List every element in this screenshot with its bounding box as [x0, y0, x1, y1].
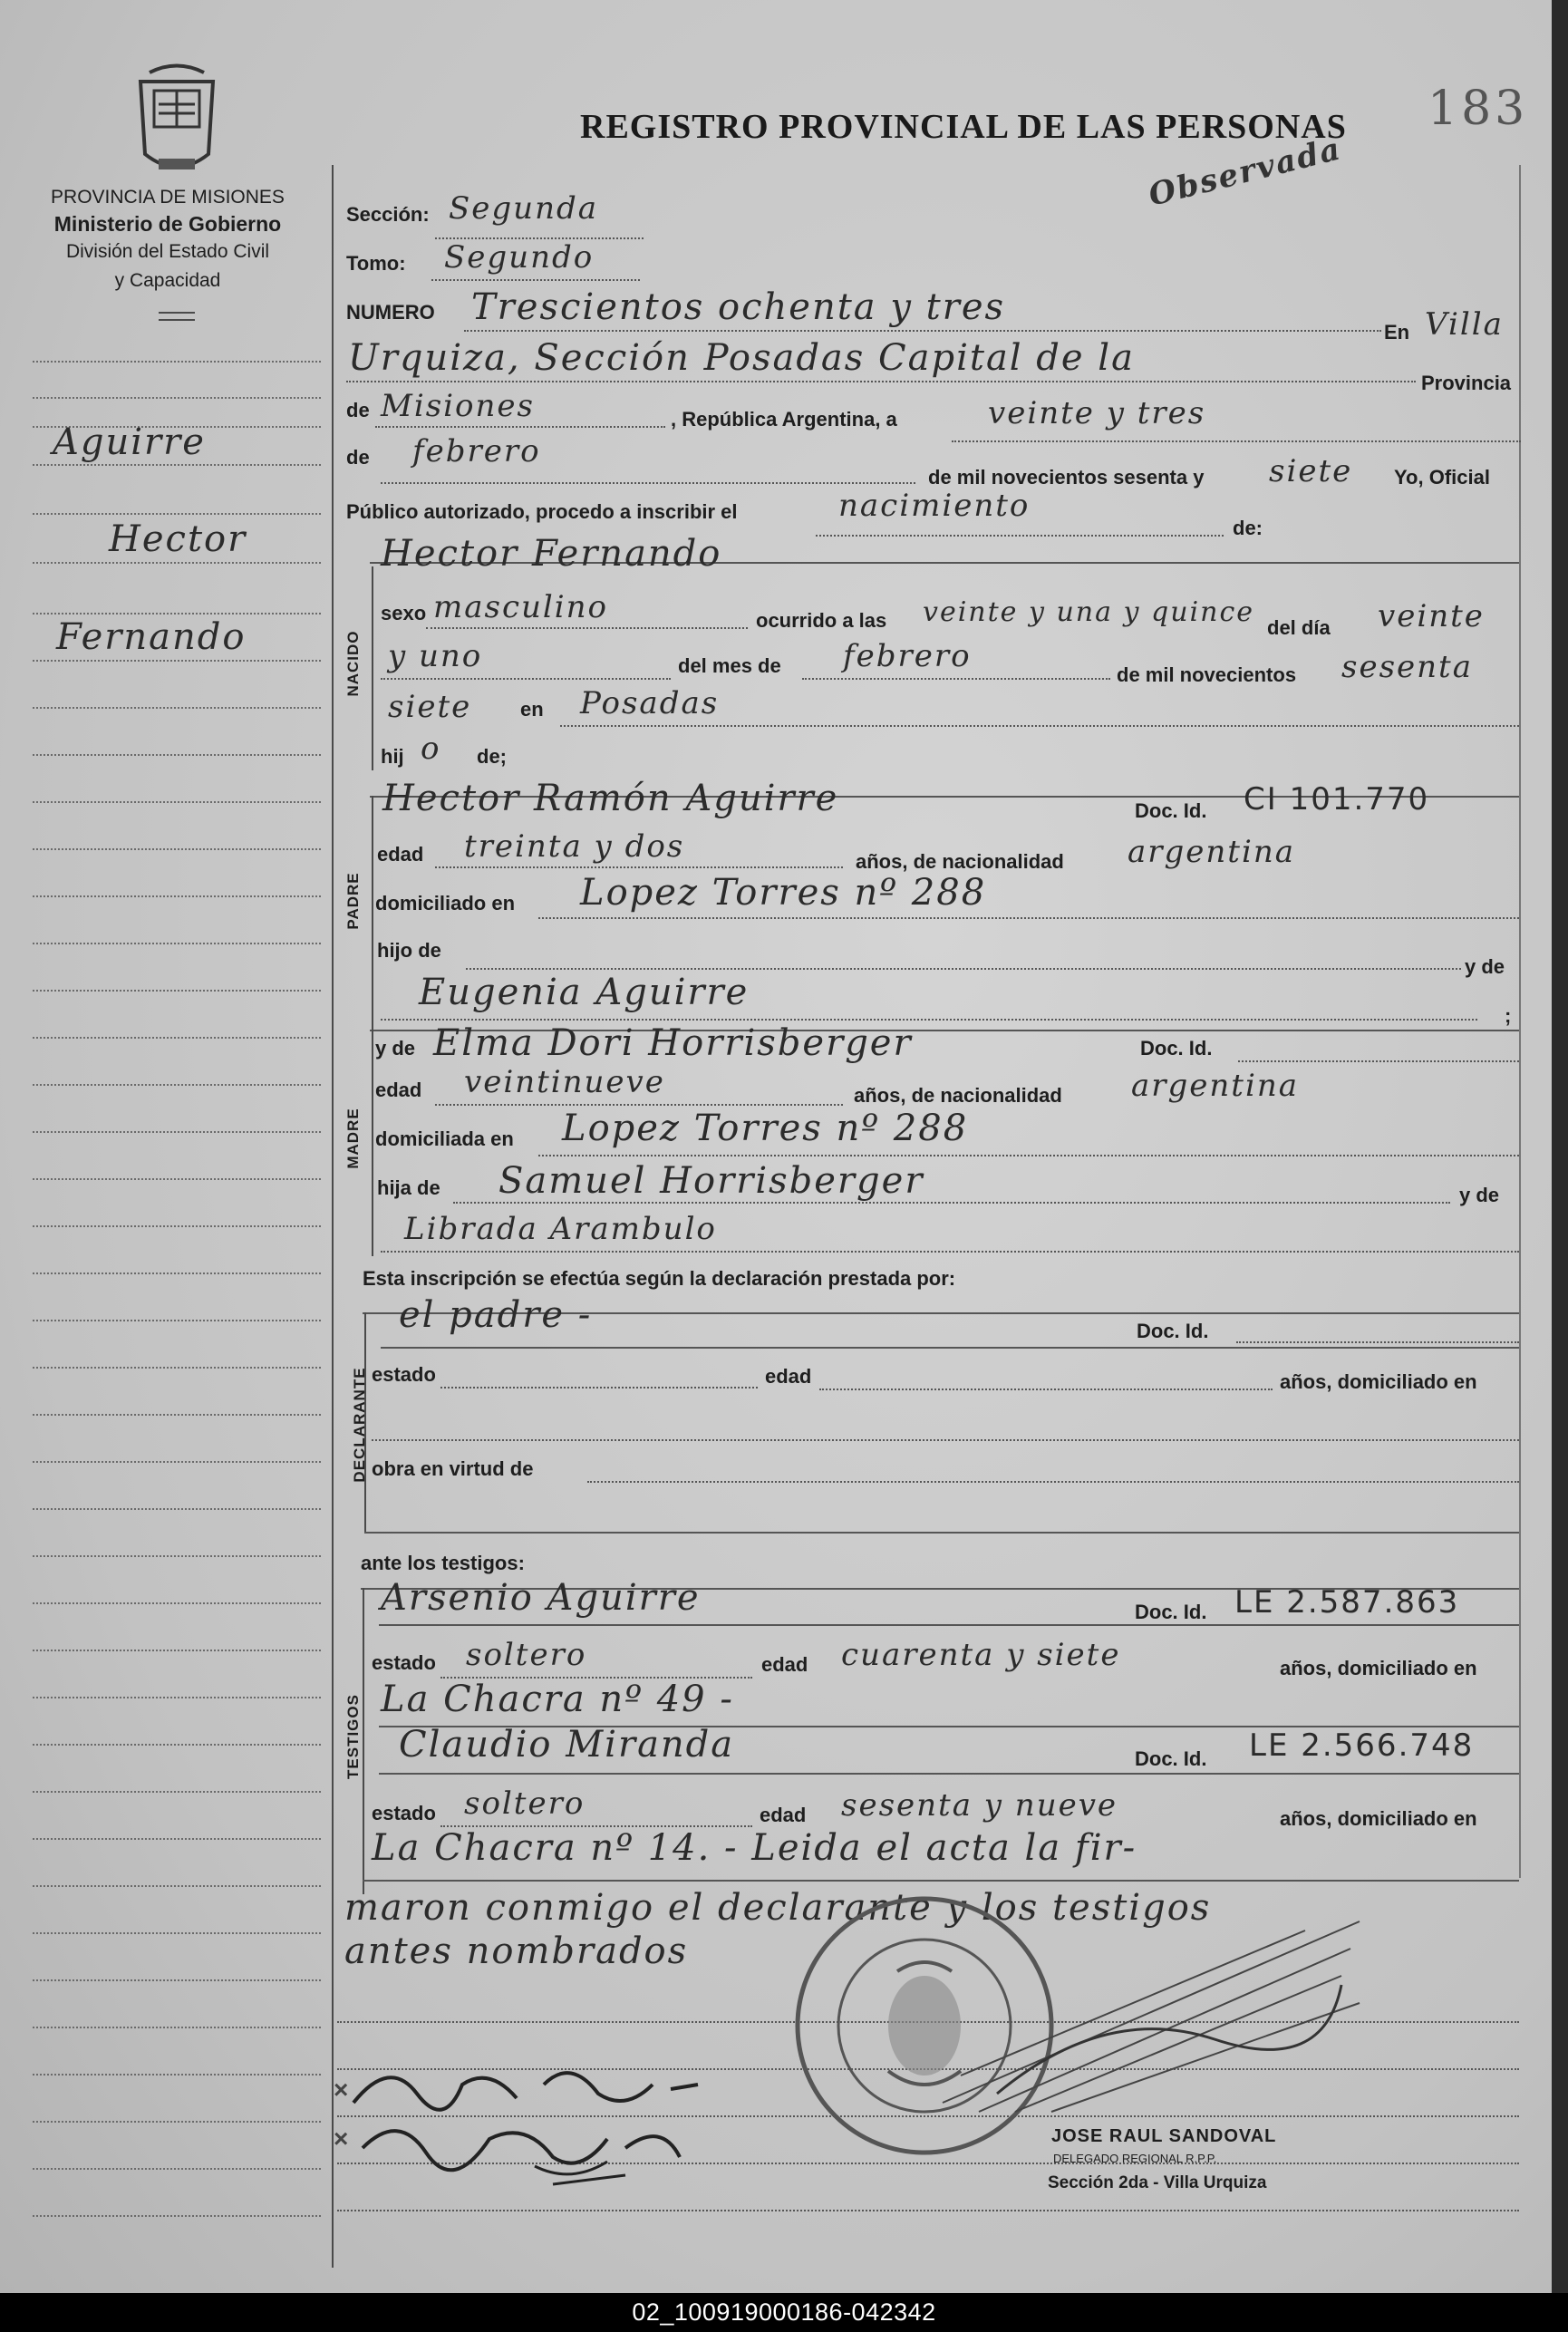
declarante-doc-label: Doc. Id. [1137, 1320, 1209, 1342]
declarante-intro: Esta inscripción se efectúa según la declaración prestada por: [363, 1267, 956, 1290]
madre-yde2-label: y de [1459, 1184, 1500, 1206]
margin-line [33, 990, 321, 992]
day-value-a: veinte [1378, 598, 1485, 634]
madre-parent2-line [381, 1251, 1519, 1253]
margin-line [33, 1979, 321, 1981]
margin-line [33, 1508, 321, 1510]
madre-domicilio-label: domiciliada en [375, 1127, 514, 1150]
madre-section-label: MADRE [344, 1108, 362, 1169]
margin-line [33, 660, 321, 662]
margin-line [33, 1037, 321, 1039]
margin-line [33, 848, 321, 850]
officer-name: JOSE RAUL SANDOVAL [1051, 2126, 1277, 2146]
tomo-label: Tomo: [346, 252, 406, 275]
closing-line-1: maron conmigo el declarante y los testigos [344, 1887, 1212, 1929]
declarante-edad-line [819, 1389, 1273, 1390]
signature-mark-x: × [334, 2076, 349, 2104]
padre-doc-value: CI 101.770 [1244, 781, 1430, 818]
witness-signatures [335, 2048, 807, 2193]
observed-annotation: Observada [1145, 131, 1346, 214]
padre-bracket [372, 796, 373, 1030]
signature-mark-x-2: × [334, 2124, 349, 2153]
madre-doc-line [1238, 1060, 1519, 1062]
nacido-bracket [372, 566, 373, 770]
margin-line [33, 613, 321, 614]
padre-hijo-label: hijo de [377, 939, 441, 962]
de2-label: de [346, 446, 370, 469]
testigos-section-label: TESTIGOS [344, 1694, 362, 1779]
t2-edad-label: edad [760, 1804, 807, 1826]
testigos-bracket [363, 1588, 364, 1894]
margin-line [33, 2027, 321, 2028]
nacido-month: febrero [843, 638, 972, 674]
nacido-month-line [802, 678, 1110, 680]
margin-line [33, 707, 321, 709]
madre-hija-label: hija de [377, 1176, 440, 1199]
margin-line [33, 1885, 321, 1887]
t2-anios-label: años, domiciliado en [1280, 1807, 1477, 1830]
declarante-doc-line [1236, 1341, 1519, 1343]
madre-edad-label: edad [375, 1079, 422, 1101]
madre-bracket [372, 1030, 373, 1256]
padre-doc-label: Doc. Id. [1135, 799, 1207, 822]
margin-surname: Aguirre [53, 421, 206, 463]
padre-section-label: PADRE [344, 872, 362, 930]
margin-line [33, 397, 321, 399]
t2-estado-label: estado [372, 1802, 436, 1824]
image-id-text: 02_100919000186-042342 [632, 2298, 936, 2326]
publico-label: Público autorizado, procedo a inscribir el [346, 500, 738, 523]
testigos-intro: ante los testigos: [361, 1552, 525, 1574]
padre-edad-line [435, 866, 843, 868]
closing-line-2: antes nombrados [344, 1930, 689, 1972]
mil-label: de mil novecientos [1117, 663, 1297, 686]
declarante-estado-label: estado [372, 1363, 436, 1386]
agency-divider [159, 312, 195, 314]
nacido-place: Posadas [580, 685, 720, 721]
margin-name-1: Hector [109, 518, 247, 560]
day-line [381, 678, 671, 680]
numero-value: Trescientos ochenta y tres [471, 286, 1006, 328]
padre-parent2-line [381, 1019, 1477, 1021]
declarante-bottom-rule [364, 1532, 1519, 1534]
sexo-line [426, 627, 748, 629]
acta-type: nacimiento [838, 488, 1031, 524]
numero-line [464, 330, 1381, 332]
margin-line [33, 1272, 321, 1274]
date-day-line [952, 440, 1521, 442]
madre-doc-label: Doc. Id. [1140, 1037, 1213, 1060]
t1-domicilio: La Chacra nº 49 - [381, 1679, 734, 1720]
en-label: En [1384, 321, 1410, 344]
t1-doc: LE 2.587.863 [1234, 1584, 1460, 1621]
year-value: siete [1269, 453, 1353, 489]
year-label: de mil novecientos sesenta y [928, 466, 1205, 489]
acta-type-line [816, 535, 1224, 537]
madre-parent1-line [453, 1202, 1450, 1204]
margin-line [33, 1225, 321, 1227]
agency-ministry: Ministerio de Gobierno [53, 212, 282, 236]
de-label: de [346, 399, 370, 421]
t1-anios-label: años, domiciliado en [1280, 1657, 1477, 1679]
padre-nationality: argentina [1128, 834, 1296, 870]
main-frame-right [1519, 165, 1521, 1878]
officer-signature-scribble [924, 1894, 1378, 2130]
margin-line [33, 464, 321, 466]
hij-de-label: de; [477, 745, 507, 768]
t2-name-rule [379, 1773, 1519, 1775]
t2-doc: LE 2.566.748 [1249, 1727, 1475, 1764]
republica-label: , República Argentina, a [671, 408, 897, 431]
t2-name: Claudio Miranda [399, 1724, 735, 1766]
margin-line [33, 1084, 321, 1086]
t1-name: Arsenio Aguirre [381, 1577, 701, 1619]
padre-parent2: Eugenia Aguirre [419, 972, 750, 1013]
place-line [346, 381, 1416, 382]
agency-capacidad: y Capacidad [114, 270, 221, 291]
declarante-obra-label: obra en virtud de [372, 1457, 534, 1480]
t2-doc-label: Doc. Id. [1135, 1747, 1207, 1770]
padre-name: Hector Ramón Aguirre [382, 778, 839, 819]
t1-name-rule [379, 1624, 1519, 1626]
sexo-label: sexo [381, 602, 427, 624]
margin-line [33, 1320, 321, 1321]
seccion-value: Segunda [449, 190, 599, 227]
del-dia-label: del día [1267, 616, 1331, 639]
madre-parent2: Librada Arambulo [404, 1211, 717, 1247]
margin-line [33, 513, 321, 515]
margin-line [33, 1131, 321, 1133]
madre-yde-label: y de [375, 1037, 416, 1060]
margin-line [33, 1178, 321, 1180]
madre-anios-label: años, de nacionalidad [854, 1084, 1062, 1107]
seccion-label: Sección: [346, 203, 430, 226]
declarante-rule-2 [381, 1347, 1519, 1349]
tomo-line [431, 279, 640, 281]
agency-division: División del Estado Civil [65, 241, 270, 262]
date-month-line [381, 482, 915, 484]
padre-anios-label: años, de nacionalidad [856, 850, 1064, 873]
margin-line [33, 1932, 321, 1934]
ocurrido-label: ocurrido a las [756, 609, 887, 632]
t2-estado: soltero [464, 1785, 586, 1822]
declarante-estado-line [440, 1387, 758, 1389]
madre-domicilio-value: Lopez Torres nº 288 [562, 1108, 969, 1149]
padre-edad-value: treinta y dos [464, 828, 685, 865]
province-value: Misiones [381, 388, 535, 424]
margin-line [33, 1414, 321, 1416]
agency-province: PROVINCIA DE MISIONES [51, 187, 285, 208]
officer-section: Sección 2da - Villa Urquiza [1048, 2173, 1267, 2192]
t2-edad: sesenta y nueve [841, 1787, 1118, 1824]
padre-semicolon: ; [1505, 1004, 1512, 1027]
madre-nationality: argentina [1131, 1068, 1300, 1104]
hij-label: hij [381, 745, 404, 768]
provincia-label: Provincia [1421, 372, 1512, 394]
year-value-a: sesenta [1341, 649, 1473, 685]
sexo-value: masculino [433, 589, 609, 625]
tomo-value: Segundo [444, 239, 595, 276]
page-number: 183 [1428, 82, 1529, 136]
margin-line [33, 1744, 321, 1746]
padre-hijo-line [466, 968, 1461, 970]
nacido-place-line [560, 725, 1519, 727]
province-line [375, 426, 665, 428]
mes-label: del mes de [678, 654, 781, 677]
margin-line [33, 2121, 321, 2123]
t1-estado: soltero [466, 1637, 587, 1673]
margin-line [33, 1602, 321, 1604]
madre-parent1: Samuel Horrisberger [498, 1160, 924, 1202]
margin-line [33, 2215, 321, 2217]
day-value-b: y uno [388, 638, 483, 674]
t1-edad: cuarenta y siete [841, 1637, 1121, 1673]
margin-line [33, 1697, 321, 1698]
margin-line [33, 1791, 321, 1793]
madre-name: Elma Dori Horrisberger [433, 1022, 913, 1064]
page-title: REGISTRO PROVINCIAL DE LAS PERSONAS [580, 108, 1347, 146]
padre-yde-label: y de [1465, 955, 1505, 978]
t2-domicilio: La Chacra nº 14. - Leida el acta la fir- [372, 1827, 1137, 1869]
margin-line [33, 1555, 321, 1557]
de3-label: de: [1233, 517, 1263, 539]
place-value: Urquiza, Sección Posadas Capital de la [348, 337, 1135, 379]
margin-line [33, 754, 321, 756]
nacido-section-label: NACIDO [344, 630, 362, 697]
en-value: Villa [1425, 306, 1504, 343]
image-id-bar [0, 2293, 1568, 2332]
declarante-domicilio-line [372, 1439, 1519, 1441]
margin-line [33, 2074, 321, 2076]
t1-doc-label: Doc. Id. [1135, 1601, 1207, 1623]
hour-value: veinte y una y quince [923, 596, 1254, 628]
nacido-en-label: en [520, 698, 544, 721]
margin-name-2: Fernando [56, 616, 247, 658]
margin-line [33, 1838, 321, 1840]
margin-line [33, 562, 321, 564]
numero-label: NUMERO [346, 301, 435, 324]
padre-domicilio-label: domiciliado en [375, 892, 516, 914]
margin-line [33, 801, 321, 803]
margin-line [33, 2168, 321, 2170]
declarante-obra-line [587, 1481, 1519, 1483]
margin-line [33, 1650, 321, 1651]
margin-line [33, 1461, 321, 1463]
officer-title: DELEGADO REGIONAL R.P.P. [1053, 2152, 1217, 2165]
t1-estado-label: estado [372, 1651, 436, 1674]
provincial-emblem-icon [131, 63, 222, 181]
hij-suffix: o [421, 731, 441, 767]
margin-line [33, 943, 321, 944]
year-value-b: siete [388, 689, 472, 725]
date-month-value: febrero [412, 433, 541, 469]
main-frame-left [332, 165, 334, 2268]
padre-domicilio-line [538, 917, 1519, 919]
bottom-line [337, 2210, 1519, 2211]
margin-line [33, 1367, 321, 1369]
oficial-label: Yo, Oficial [1394, 466, 1490, 489]
madre-edad-line [435, 1104, 843, 1106]
agency-divider-2 [159, 319, 195, 321]
nacido-name: Hector Fernando [381, 533, 722, 575]
margin-line [33, 895, 321, 897]
madre-edad-value: veintinueve [464, 1064, 665, 1100]
t2-domicilio-rule [363, 1880, 1519, 1882]
declarante-edad-label: edad [765, 1365, 812, 1388]
declarante-section-label: DECLARANTE [351, 1367, 368, 1483]
margin-line [33, 361, 321, 363]
padre-domicilio-value: Lopez Torres nº 288 [580, 872, 987, 914]
madre-domicilio-line [538, 1155, 1519, 1156]
declarante-anios-label: años, domiciliado en [1280, 1370, 1477, 1393]
declarante-value: el padre - [399, 1294, 593, 1336]
date-day-value: veinte y tres [988, 395, 1206, 431]
padre-edad-label: edad [377, 843, 424, 866]
t1-edad-label: edad [761, 1653, 808, 1676]
